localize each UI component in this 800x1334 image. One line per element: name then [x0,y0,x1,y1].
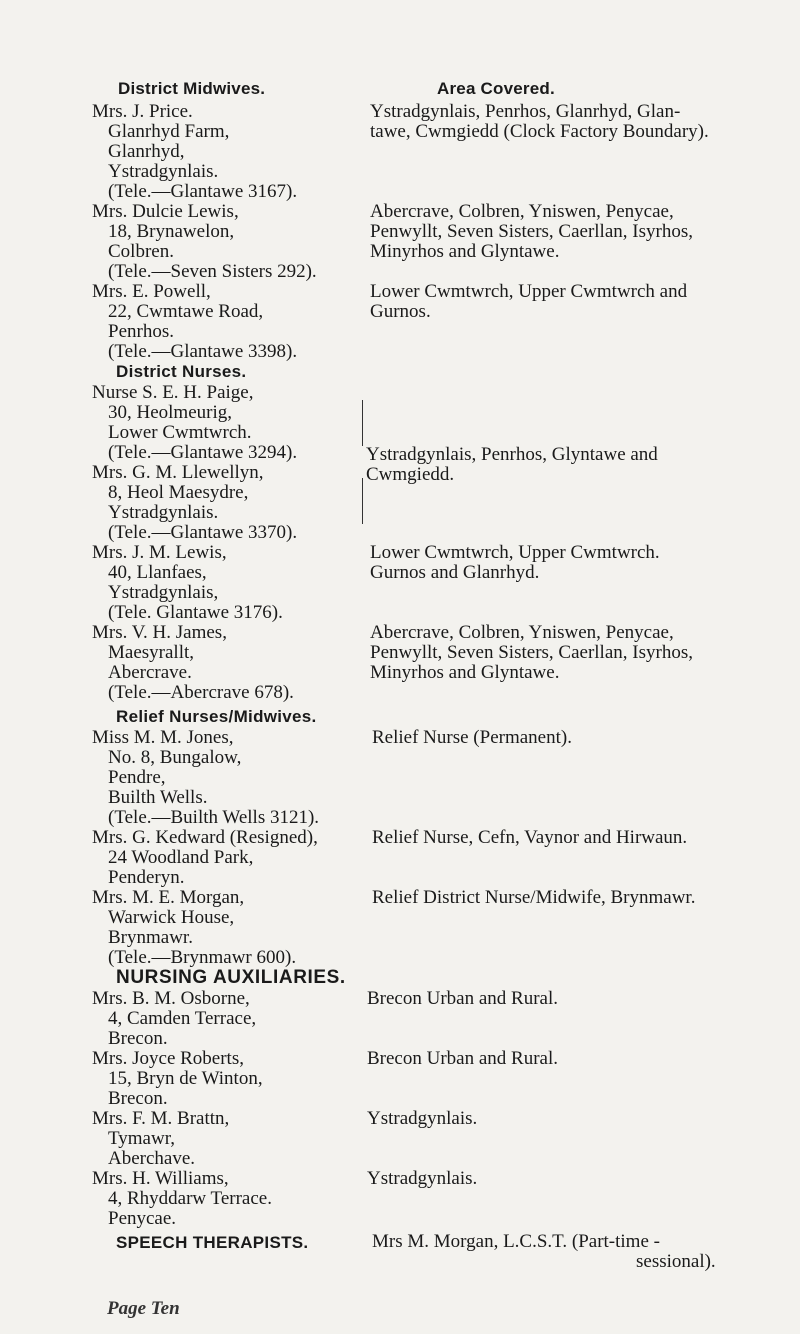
nurse-area [370,543,660,583]
nurse-address-line: Maesyrallt, [108,642,195,663]
nurse-name: Mrs. V. H. James, [92,622,227,643]
relief-address-line: No. 8, Bungalow, [108,747,242,768]
midwife-name: Mrs. E. Powell, [92,281,211,302]
area-line: tawe, Cwmgiedd (Clock Factory Boundary). [370,121,709,142]
auxiliary-area: Ystradgynlais. [367,1108,478,1129]
auxiliary-entry [92,1049,263,1109]
nurse-name: Nurse S. E. H. Paige, [92,382,254,403]
relief-name: Mrs. G. Kedward (Resigned), [92,827,318,848]
midwife-address-line: Ystradgynlais. [108,161,219,182]
area-line: Cwmgiedd. [366,464,455,485]
area-line: Penwyllt, Seven Sisters, Caerllan, Isyrhos, [370,642,693,663]
midwife-name: Mrs. J. Price. [92,101,193,122]
relief-address-line: Brynmawr. [108,927,193,948]
area-line: Gurnos and Glanrhyd. [370,562,540,583]
district-nurses-heading: District Nurses. [116,362,247,381]
midwife-entry [92,282,297,362]
area-line: Abercrave, Colbren, Yniswen, Penycae, [370,201,674,222]
auxiliary-name: Mrs. Joyce Roberts, [92,1048,244,1069]
nurse-address-line: 8, Heol Maesydre, [108,482,249,503]
nurse-entry [92,383,297,463]
nurse-telephone: (Tele.—Glantawe 3294). [108,442,298,463]
relief-entry [92,728,319,828]
relief-entry [92,888,296,968]
nurse-name: Mrs. G. M. Llewellyn, [92,462,264,483]
area-line: Ystradgynlais, Penrhos, Glanrhyd, Glan- [370,101,681,122]
nurse-address-line: Lower Cwmtwrch. [108,422,252,443]
auxiliary-name: Mrs. B. M. Osborne, [92,988,250,1009]
relief-telephone: (Tele.—Builth Wells 3121). [108,807,320,828]
midwife-address-line: Colbren. [108,241,174,262]
auxiliary-entry [92,989,256,1049]
midwife-area [370,202,693,262]
auxiliary-entry [92,1169,272,1229]
midwife-telephone: (Tele.—Glantawe 3167). [108,181,298,202]
relief-telephone: (Tele.—Brynmawr 600). [108,947,297,968]
midwife-address-line: Glanrhyd, [108,141,185,162]
nurses-shared-area [366,445,658,485]
relief-name: Miss M. M. Jones, [92,727,234,748]
area-line: Ystradgynlais, Penrhos, Glyntawe and [366,444,658,465]
nurse-address-line: 30, Heolmeurig, [108,402,233,423]
nurse-address-line: Ystradgynlais. [108,502,219,523]
area-line: Minyrhos and Glyntawe. [370,662,560,683]
auxiliary-address-line: Penycae. [108,1208,177,1229]
midwife-area [370,282,687,322]
midwife-telephone: (Tele.—Seven Sisters 292). [108,261,317,282]
speech-therapist-entry [372,1232,716,1272]
midwife-address-line: Glanrhyd Farm, [108,121,230,142]
relief-address-line: Warwick House, [108,907,235,928]
midwife-address-line: Penrhos. [108,321,174,342]
auxiliary-area: Brecon Urban and Rural. [367,988,558,1009]
auxiliary-area: Ystradgynlais. [367,1168,478,1189]
relief-address-line: Penderyn. [108,867,185,888]
relief-address-line: Pendre, [108,767,166,788]
area-covered-heading: Area Covered. [437,79,555,98]
relief-address-line: 24 Woodland Park, [108,847,254,868]
auxiliary-name: Mrs. F. M. Brattn, [92,1108,230,1129]
nurse-telephone: (Tele. Glantawe 3176). [108,602,283,623]
nurse-address-line: 40, Llanfaes, [108,562,207,583]
nurse-area [370,623,693,683]
area-line: Lower Cwmtwrch, Upper Cwmtwrch and [370,281,688,302]
auxiliary-address-line: 4, Rhyddarw Terrace. [108,1188,272,1209]
nurse-telephone: (Tele.—Glantawe 3370). [108,522,298,543]
nurse-address-line: Abercrave. [108,662,192,683]
midwife-address-line: 22, Cwmtawe Road, [108,301,264,322]
speech-therapist-line: sessional). [636,1251,716,1272]
midwife-address-line: 18, Brynawelon, [108,221,235,242]
relief-area: Relief District Nurse/Midwife, Brynmawr. [372,887,696,908]
speech-therapist-line: Mrs M. Morgan, L.C.S.T. (Part-time - [372,1231,660,1252]
page-number: Page Ten [107,1298,180,1319]
area-line: Penwyllt, Seven Sisters, Caerllan, Isyrhos, [370,221,693,242]
auxiliary-entry [92,1109,229,1169]
area-line: Minyrhos and Glyntawe. [370,241,560,262]
auxiliary-address-line: 4, Camden Terrace, [108,1008,257,1029]
nurse-entry [92,623,294,703]
nurse-address-line: Ystradgynlais, [108,582,219,603]
district-midwives-heading: District Midwives. [118,79,266,98]
nursing-auxiliaries-heading: NURSING AUXILIARIES. [116,967,346,988]
auxiliary-address-line: 15, Bryn de Winton, [108,1068,263,1089]
nurse-entry [92,463,297,543]
relief-heading: Relief Nurses/Midwives. [116,707,317,726]
auxiliary-address-line: Aberchave. [108,1148,196,1169]
nurse-entry [92,543,283,623]
relief-area: Relief Nurse (Permanent). [372,727,572,748]
relief-address-line: Builth Wells. [108,787,208,808]
speech-therapists-heading: SPEECH THERAPISTS. [116,1233,309,1252]
nurse-name: Mrs. J. M. Lewis, [92,542,227,563]
relief-name: Mrs. M. E. Morgan, [92,887,245,908]
midwife-entry [92,102,297,202]
auxiliary-address-line: Tymawr, [108,1128,176,1149]
brace-upper [362,400,373,446]
area-line: Gurnos. [370,301,431,322]
midwife-entry [92,202,317,282]
auxiliary-address-line: Brecon. [108,1088,168,1109]
relief-entry [92,828,318,888]
auxiliary-address-line: Brecon. [108,1028,168,1049]
nurse-telephone: (Tele.—Abercrave 678). [108,682,294,703]
area-line: Lower Cwmtwrch, Upper Cwmtwrch. [370,542,660,563]
auxiliary-area: Brecon Urban and Rural. [367,1048,558,1069]
midwife-telephone: (Tele.—Glantawe 3398). [108,341,298,362]
auxiliary-name: Mrs. H. Williams, [92,1168,229,1189]
area-line: Abercrave, Colbren, Yniswen, Penycae, [370,622,674,643]
midwife-area [370,102,709,142]
relief-area: Relief Nurse, Cefn, Vaynor and Hirwaun. [372,827,688,848]
midwife-name: Mrs. Dulcie Lewis, [92,201,239,222]
